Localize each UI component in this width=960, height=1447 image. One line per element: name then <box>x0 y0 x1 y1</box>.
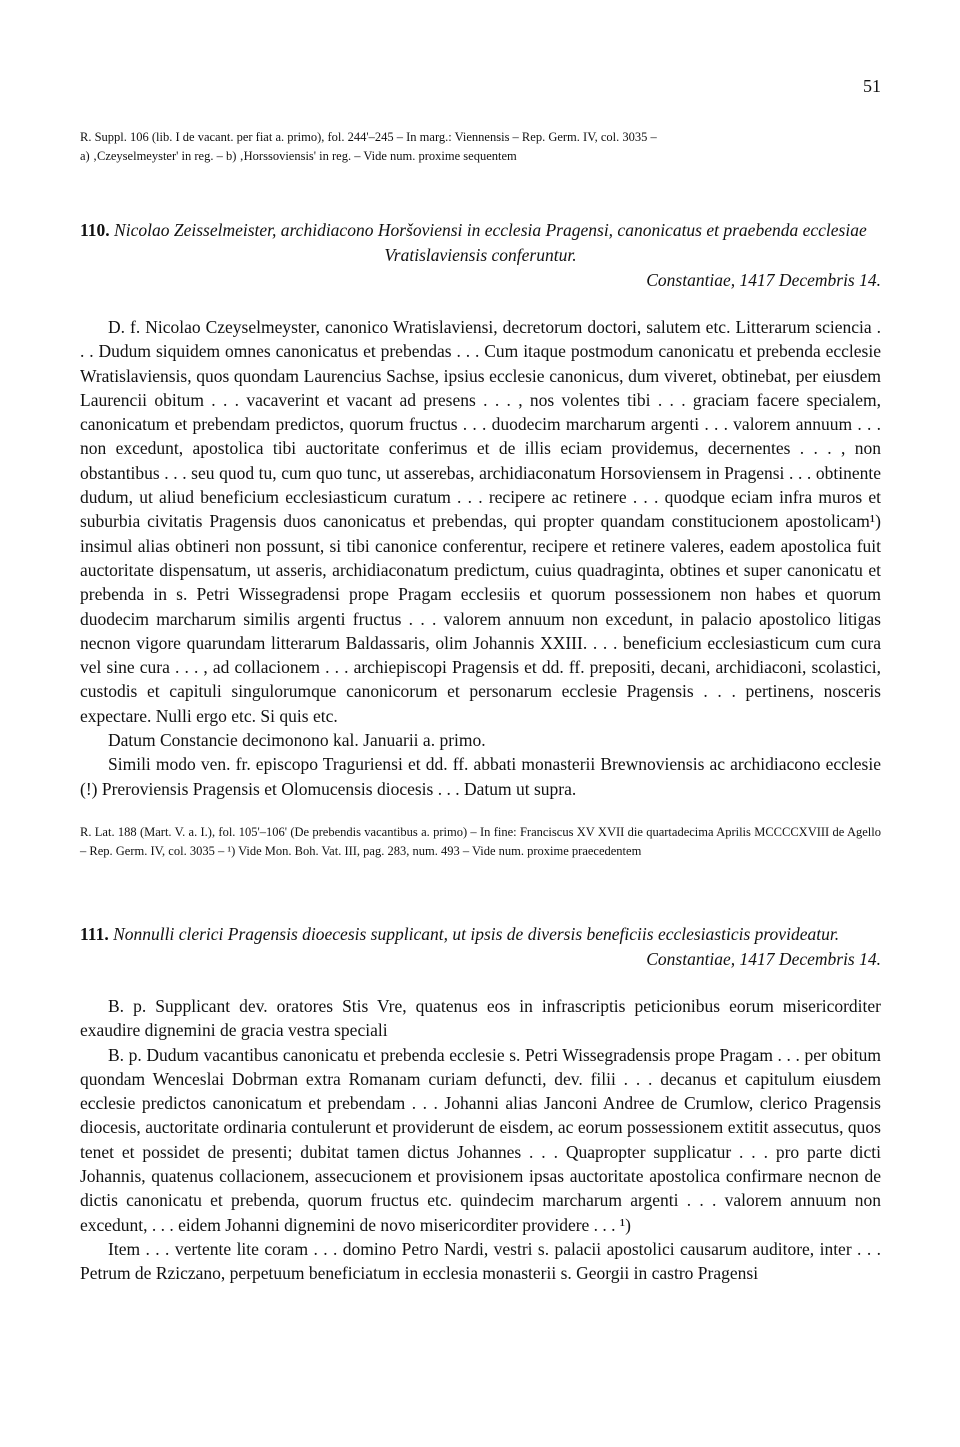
entry-110-para-3: Simili modo ven. fr. episcopo Traguriensi et dd. ff. abbati monasterii Brewnoviensis ac archidiacono ecclesie (!) Preroviensis Pragensis et Olomucensis diocesis . . . Datum ut supra. <box>80 754 881 799</box>
entry-110-heading <box>80 218 881 243</box>
top-note <box>80 128 881 166</box>
entry-111-body <box>80 994 881 1286</box>
entry-111-title: Nonnulli clerici Pragensis dioecesis supplicant, ut ipsis de diversis beneficiis ecclesiasticis provideatur. <box>113 924 840 944</box>
entry-111-number: 111. <box>80 924 109 944</box>
entry-110-body <box>80 315 881 801</box>
entry-110-para-2: Datum Constancie decimonono kal. Januarii a. primo. <box>108 730 486 751</box>
entry-110-title-cont: Vratislaviensis conferuntur. <box>384 245 577 265</box>
entry-110-note: R. Lat. 188 (Mart. V. a. I.), fol. 105'–106' (De prebendis vacantibus a. primo) – In fine: Franciscus XV XVII die quartadecima Aprilis MCCCCXVIII de Agello – Rep. Germ. IV, col. 3035 – ¹) Vide Mon. Boh. Vat. III, pag. 283, num. 493 – Vide num. proxime praecedentem <box>80 824 881 858</box>
entry-111 <box>80 922 881 1286</box>
entry-111-para-2: B. p. Dudum vacantibus canonicatu et prebenda ecclesie s. Petri Wissegradensis prope Pragam . . . per obitum quondam Wenceslai Dobrman extra Romanam curiam defuncti, dev. filii . . . decanus et capitulum eiusdem ecclesie predictos canonicatum et prebendam . . . Johanni alias Janconi Andree de Crumlow, clerico Pragensis diocesis, auctoritate ordinaria contulerunt et providerunt de eisdem, ac eorum possessionem extitit assecutus, quos tenet et possidet de presenti; dubitat tamen dictus Johannes . . . Quapropter supplicatur . . . pro parte dicti Johannis, quatenus collacionem, assecucionem et provisionem ipsas auctoritate apostolica confirmare necnon de dictis canonicatu et prebenda, quorum fructus etc. quindecim marcharum argenti . . . valorem annuum non excedunt, . . . eidem Johanni dignemini de novo misericorditer providere . . . ¹) <box>80 1044 881 1235</box>
entry-110-number: 110. <box>80 220 110 240</box>
entry-110-date: Constantiae, 1417 Decembris 14. <box>646 270 881 290</box>
entry-110-para-1: D. f. Nicolao Czeyselmeyster, canonico Wratislaviensi, decretorum doctori, salutem etc. Litterarum sciencia . . . Dudum siquidem omnes canonicatus et prebendas . . . Cum itaque postmodum canonicatu et prebenda ecclesie Wratislaviensis, quos quondam Laurencius Sachse, ipsius ecclesie canonicus, dum viveret, obtinebat, per eiusdem Laurencii obitum . . . vacaverint et vacant ad presens . . . , nos volentes tibi . . . graciam facere specialem, canonicatum et prebendam predictos, quorum fructus . . . duodecim marcharum argenti . . . valorem annuum . . . non excedunt, apostolica tibi auctoritate conferimus et de illis eciam providemus, decernentes . . . , non obstantibus . . . seu quod tu, cum quo tunc, ut asserebas, archidiaconatum Horsoviensem in Pragensi . . . obtinente dudum, ut aliud beneficium ecclesiasticum curatum . . . recipere ac retinere . . . quodque eciam infra muros et suburbia civitatis Pragensis duos canonicatus et prebendas, qui propter quandam constitucionem apostolicam¹) insimul alias obtineri non possunt, si tibi canonice conferentur, recipere et retinere valeres, eadem apostolica fuit auctoritate dispensatum, ut asseris, archidiaconatum predictum, cuius quadraginta, obtines et super canonicatu et prebenda in s. Petri Wissegradensi prope Pragam ecclesiis et quorum possessionem non habes et quorum duodecim marcharum similis argenti fructus . . . valorem annuum non excedunt, in palacio apostolico litigas necnon vigore quarundam litterarum Baldassaris, olim Johannis XXIII. . . . beneficium ecclesiasticum cum cura vel sine cura . . . , ad collacionem . . . archiepiscopi Pragensis et dd. ff. prepositi, decani, archidiaconi, scolastici, custodis et capituli singulorumque canonicorum et personarum ecclesie Pragensis . . . pertinens, nosceris expectare. Nulli ergo etc. Si quis etc. <box>80 317 881 726</box>
entry-110-title: Nicolao Zeisselmeister, archidiacono Horšoviensi in ecclesia Pragensi, canonicatus et praebenda ecclesiae <box>114 220 867 240</box>
entry-111-para-3: Item . . . vertente lite coram . . . domino Petro Nardi, vestri s. palacii apostolici causarum auditore, inter . . . Petrum de Rziczano, perpetuum beneficiatum in ecclesia monasterii s. Georgii in castro Pragensi <box>80 1238 881 1284</box>
entry-111-heading <box>80 922 881 947</box>
top-note-line1: R. Suppl. 106 (lib. I de vacant. per fiat a. primo), fol. 244'–245 – In marg.: Viennensis – Rep. Germ. IV, col. 3035 – <box>80 130 657 144</box>
page-number: 51 <box>863 76 881 96</box>
top-note-line2: a) ‚Czeyselmeyster' in reg. – b) ‚Horssoviensis' in reg. – Vide num. proxime sequentem <box>80 149 517 163</box>
entry-111-para-1: B. p. Supplicant dev. oratores Stis Vre, quatenus eos in infrascriptis peticionibus eorum misericorditer exaudire dignemini de gracia vestra speciali <box>80 996 881 1041</box>
entry-110 <box>80 218 881 861</box>
entry-111-date: Constantiae, 1417 Decembris 14. <box>646 949 881 969</box>
